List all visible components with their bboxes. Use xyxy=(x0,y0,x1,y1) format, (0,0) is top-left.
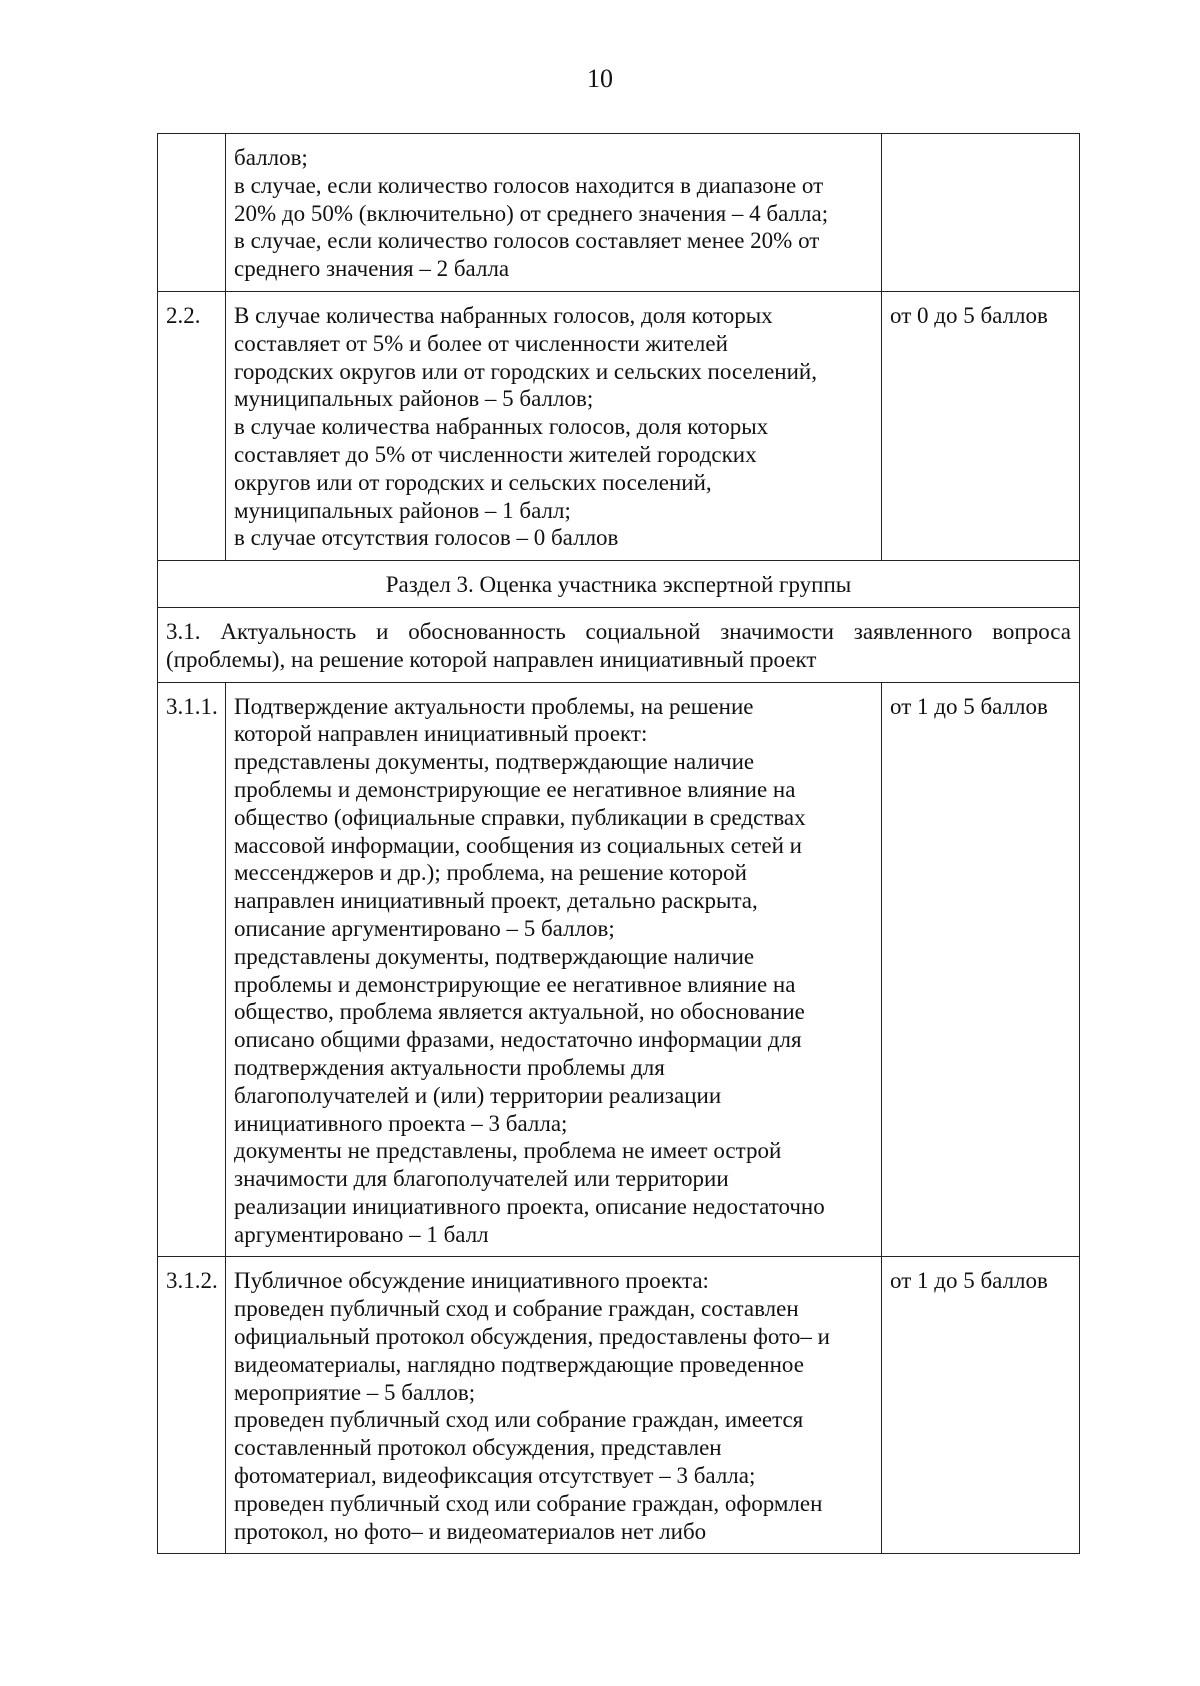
criterion-text-line: муниципальных районов – 5 баллов; xyxy=(234,386,594,412)
criterion-text-line: протокол, но фото– и видеоматериалов нет либо xyxy=(234,1518,707,1544)
criterion-text-line: официальный протокол обсуждения, предоставлены фото– и xyxy=(234,1324,830,1350)
criterion-text-line: общество, проблема является актуальной, но обоснование xyxy=(234,999,805,1025)
section-title: Раздел 3. Оценка участника экспертной группы xyxy=(158,561,1080,608)
score-cell: от 1 до 5 баллов xyxy=(882,682,1080,1257)
criterion-text-line: подтверждения актуальности проблемы для xyxy=(234,1054,665,1080)
criterion-text-line: общество (официальные справки, публикации в средствах xyxy=(234,804,806,830)
criterion-text-cell xyxy=(226,291,882,560)
criterion-text-line: мероприятие – 5 баллов; xyxy=(234,1379,476,1405)
criterion-text-line: проблемы и демонстрирующие ее негативное влияние на xyxy=(234,776,796,802)
row-number-cell: 2.2. xyxy=(158,291,226,560)
criterion-text-line: составляет от 5% и более от численности жителей xyxy=(234,330,728,356)
criterion-text-line: баллов; xyxy=(234,145,308,170)
criterion-text-line: направлен инициативный проект, детально раскрыта, xyxy=(234,888,758,914)
criterion-text-line: инициативного проекта – 3 балла; xyxy=(234,1110,568,1136)
criterion-text-line: мессенджеров и др.); проблема, на решение которой xyxy=(234,860,747,886)
criterion-text-line: составляет до 5% от численности жителей городских xyxy=(234,441,757,467)
criterion-text-line: в случае, если количество голосов находится в диапазоне от xyxy=(234,172,824,198)
criterion-text-line: описано общими фразами, недостаточно информации для xyxy=(234,1027,802,1053)
criterion-text-line: значимости для благополучателей или территории xyxy=(234,1166,729,1192)
criterion-text-line: в случае отсутствия голосов – 0 баллов xyxy=(234,525,619,551)
criterion-text-line: Подтверждение актуальности проблемы, на решение xyxy=(234,693,754,719)
table-row-section-3 xyxy=(158,561,1080,608)
table-row-3-1-2 xyxy=(158,1257,1080,1554)
subsection-title: 3.1. Актуальность и обоснованность социальной значимости заявленного вопроса (проблемы), на решение которой направлен инициативный проект xyxy=(158,607,1080,682)
criteria-table xyxy=(157,133,1080,1554)
score-cell: от 0 до 5 баллов xyxy=(882,291,1080,560)
criterion-text-line: в случае количества набранных голосов, доля которых xyxy=(234,414,769,440)
table-row-3-1-1 xyxy=(158,682,1080,1257)
criterion-text-line: массовой информации, сообщения из социальных сетей и xyxy=(234,832,802,858)
criterion-text-line: аргументировано – 1 балл xyxy=(234,1221,489,1247)
criterion-text-line: благополучателей и (или) территории реализации xyxy=(234,1082,722,1108)
criterion-text-line: В случае количества набранных голосов, доля которых xyxy=(234,302,773,328)
criterion-text-line: проблемы и демонстрирующие ее негативное влияние на xyxy=(234,971,796,997)
row-number-cell: 3.1.2. xyxy=(158,1257,226,1554)
score-cell: от 1 до 5 баллов xyxy=(882,1257,1080,1554)
criterion-text-line: представлены документы, подтверждающие наличие xyxy=(234,943,755,969)
criterion-text-line: описание аргументировано – 5 баллов; xyxy=(234,915,615,941)
page-number: 10 xyxy=(587,64,613,93)
criterion-text-line: реализации инициативного проекта, описание недостаточно xyxy=(234,1193,825,1219)
criterion-text-line: 20% до 50% (включительно) от среднего значения – 4 балла; xyxy=(234,200,829,226)
criterion-text-line: округов или от городских и сельских поселений, xyxy=(234,469,712,495)
criterion-text-line: видеоматериалы, наглядно подтверждающие проведенное xyxy=(234,1351,804,1377)
table-row-subsection-3-1 xyxy=(158,607,1080,682)
criterion-text-line: проведен публичный сход или собрание граждан, оформлен xyxy=(234,1490,823,1516)
criterion-text-line: документы не представлены, проблема не имеет острой xyxy=(234,1138,782,1164)
criterion-text-line: муниципальных районов – 1 балл; xyxy=(234,497,571,523)
criterion-text-cell xyxy=(226,1257,882,1554)
criterion-text-cell xyxy=(226,134,882,292)
table-row-continuation xyxy=(158,134,1080,292)
criterion-text-line: представлены документы, подтверждающие наличие xyxy=(234,749,755,775)
criterion-text-line: проведен публичный сход или собрание граждан, имеется xyxy=(234,1407,804,1433)
criterion-text-line: проведен публичный сход и собрание граждан, составлен xyxy=(234,1296,799,1322)
row-number-cell: 3.1.1. xyxy=(158,682,226,1257)
criterion-text-line: Публичное обсуждение инициативного проекта: xyxy=(234,1268,709,1294)
criterion-text-cell xyxy=(226,682,882,1257)
table-row-2-2 xyxy=(158,291,1080,560)
criterion-text-line: которой направлен инициативный проект: xyxy=(234,721,648,747)
criterion-text-line: среднего значения – 2 балла xyxy=(234,256,510,282)
criterion-text-line: составленный протокол обсуждения, представлен xyxy=(234,1435,722,1461)
score-cell xyxy=(882,134,1080,292)
criterion-text-line: в случае, если количество голосов составляет менее 20% от xyxy=(234,228,820,254)
row-number-cell xyxy=(158,134,226,292)
criterion-text-line: фотоматериал, видеофиксация отсутствует – 3 балла; xyxy=(234,1463,756,1489)
criterion-text-line: городских округов или от городских и сельских поселений, xyxy=(234,358,817,384)
